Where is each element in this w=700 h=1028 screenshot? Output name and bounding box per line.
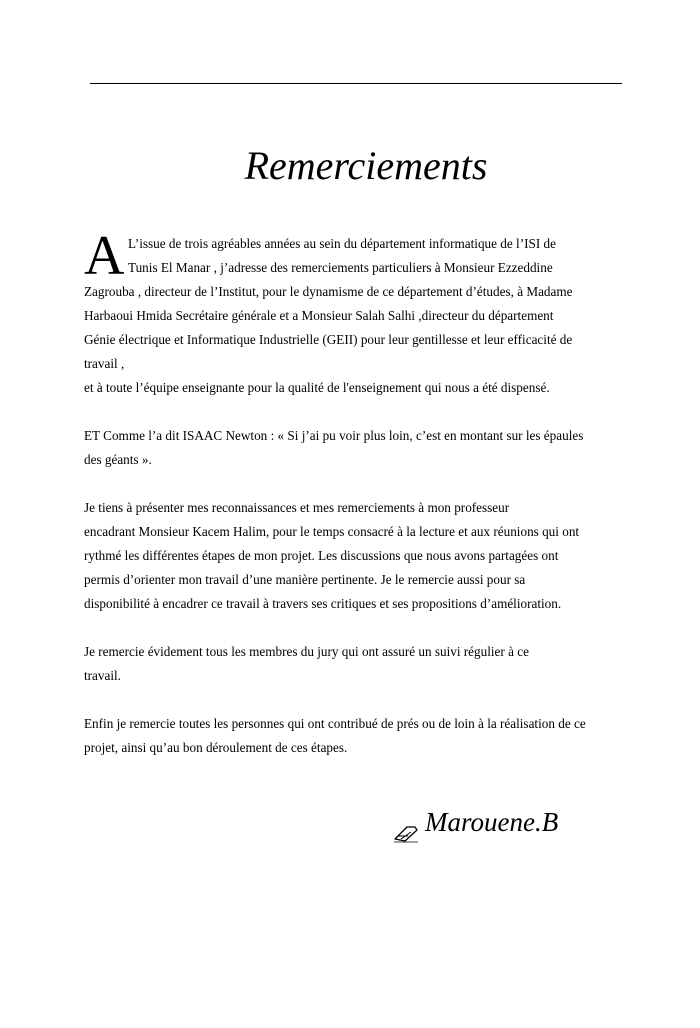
text-line: et à toute l’équipe enseignante pour la qualité de l'enseignement qui nous a été dispensé. — [84, 380, 550, 395]
paragraph-intro — [84, 225, 624, 400]
text-line: permis d’orienter mon travail d’une manière pertinente. Je le remercie aussi pour sa — [84, 572, 526, 587]
text-line: Je remercie évidement tous les membres du jury qui ont assuré un suivi régulier à ce — [84, 644, 529, 659]
paragraph-supervisor — [84, 496, 624, 616]
text-line: Je tiens à présenter mes reconnaissances et mes remerciements à mon professeur — [84, 500, 510, 515]
text-line: Harbaoui Hmida Secrétaire générale et a Monsieur Salah Salhi ,directeur du département — [84, 308, 554, 323]
top-horizontal-rule — [90, 83, 622, 84]
text-line: Enfin je remercie toutes les personnes qui ont contribué de prés ou de loin à la réalisation de ce — [84, 716, 586, 731]
page-title: Remerciements — [244, 143, 488, 188]
signature-name: Marouene.B — [425, 807, 559, 837]
paragraph-newton-quote — [84, 424, 624, 472]
writing-hand-icon — [393, 812, 419, 832]
text-line: L’issue de trois agréables années au sein du département informatique de l’ISI de — [128, 236, 556, 251]
text-line: Zagrouba , directeur de l’Institut, pour le dynamisme de ce département d’études, à Madame — [84, 284, 573, 299]
text-line: encadrant Monsieur Kacem Halim, pour le temps consacré à la lecture et aux réunions qui ont — [84, 524, 580, 539]
signature — [393, 800, 558, 844]
text-line: travail. — [84, 668, 121, 683]
paragraph-jury — [84, 640, 624, 688]
text-line: travail , — [84, 356, 125, 371]
text-line: rythmé les différentes étapes de mon projet. Les discussions que nous avons partagées ont — [84, 548, 559, 563]
text-line: ET Comme l’a dit ISAAC Newton : « Si j’ai pu voir plus loin, c’est en montant sur les épaules — [84, 428, 584, 443]
text-line: des géants ». — [84, 452, 152, 467]
text-line: projet, ainsi qu’au bon déroulement de ces étapes. — [84, 740, 348, 755]
acknowledgements-body — [84, 225, 624, 784]
text-line: Génie électrique et Informatique Industrielle (GEII) pour leur gentillesse et leur efficacité de — [84, 332, 573, 347]
text-line: disponibilité à encadrer ce travail à travers ses critiques et ses propositions d’amélioration. — [84, 596, 562, 611]
text-line: Tunis El Manar , j’adresse des remerciements particuliers à Monsieur Ezzeddine — [128, 260, 553, 275]
paragraph-closing — [84, 712, 624, 760]
drop-cap-letter: A — [84, 225, 125, 287]
